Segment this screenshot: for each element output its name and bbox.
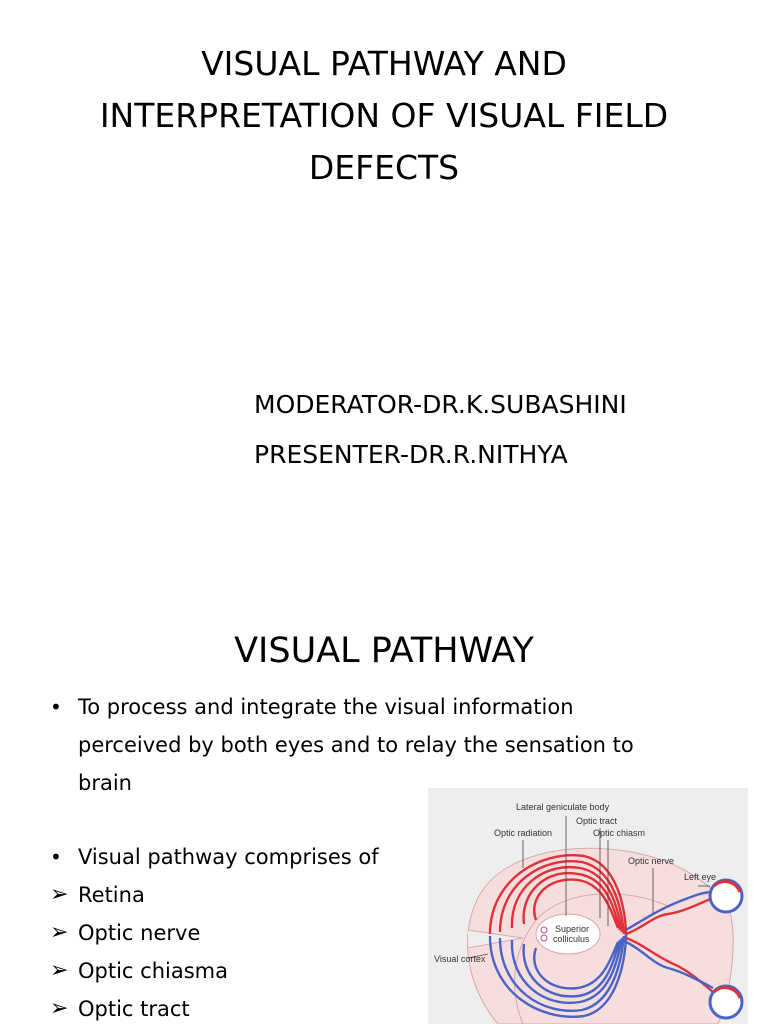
title-line: VISUAL PATHWAY AND [201, 44, 567, 83]
bullet-text-line: Visual pathway comprises of [78, 845, 379, 869]
label-colliculus: colliculus [553, 934, 590, 944]
arrow-bullet-icon: ➢ [50, 996, 69, 1021]
component-item [50, 952, 228, 990]
credits [254, 380, 627, 480]
bullet-dot-icon: • [50, 845, 62, 869]
arrow-bullet-icon: ➢ [50, 958, 69, 983]
component-item [50, 990, 190, 1024]
presentation-title [40, 38, 728, 194]
bullet-item [50, 688, 634, 802]
label-left-eye: Left eye [684, 872, 717, 882]
bullet-dot-icon: • [50, 695, 62, 719]
label-optic-radiation: Optic radiation [494, 828, 553, 838]
bullet-text-line: brain [78, 771, 132, 795]
label-optic-nerve: Optic nerve [628, 856, 675, 866]
bullet-text-line: perceived by both eyes and to relay the sensation to [78, 733, 634, 757]
label-optic-chiasm: Optic chiasm [593, 828, 646, 838]
label-superior: Superior [555, 924, 590, 934]
label-optic-tract: Optic tract [576, 816, 618, 826]
moderator-credit: MODERATOR-DR.K.SUBASHINI [254, 390, 627, 419]
arrow-bullet-icon: ➢ [50, 882, 69, 907]
presenter-credit: PRESENTER-DR.R.NITHYA [254, 440, 568, 469]
title-line: INTERPRETATION OF VISUAL FIELD [99, 96, 669, 135]
title-line: DEFECTS [308, 148, 460, 187]
label-visual-cortex: Visual cortex [434, 954, 486, 964]
visual-pathway-diagram [428, 788, 748, 1024]
right-eye-shape [710, 986, 742, 1018]
component-label: Optic nerve [78, 921, 201, 945]
label-lateral-geniculate-body: Lateral geniculate body [516, 802, 610, 812]
visual-pathway-slide [0, 576, 768, 1024]
component-label: Retina [78, 883, 145, 907]
diagram-svg [428, 788, 748, 1024]
bullet-item [50, 838, 379, 876]
arrow-bullet-icon: ➢ [50, 920, 69, 945]
component-label: Optic tract [78, 997, 190, 1021]
component-item [50, 914, 200, 952]
component-label: Optic chiasma [78, 959, 228, 983]
left-eye-shape [710, 880, 742, 912]
slide-title: VISUAL PATHWAY [234, 631, 534, 671]
component-item [50, 876, 145, 914]
bullet-text-line: To process and integrate the visual information [78, 695, 574, 719]
